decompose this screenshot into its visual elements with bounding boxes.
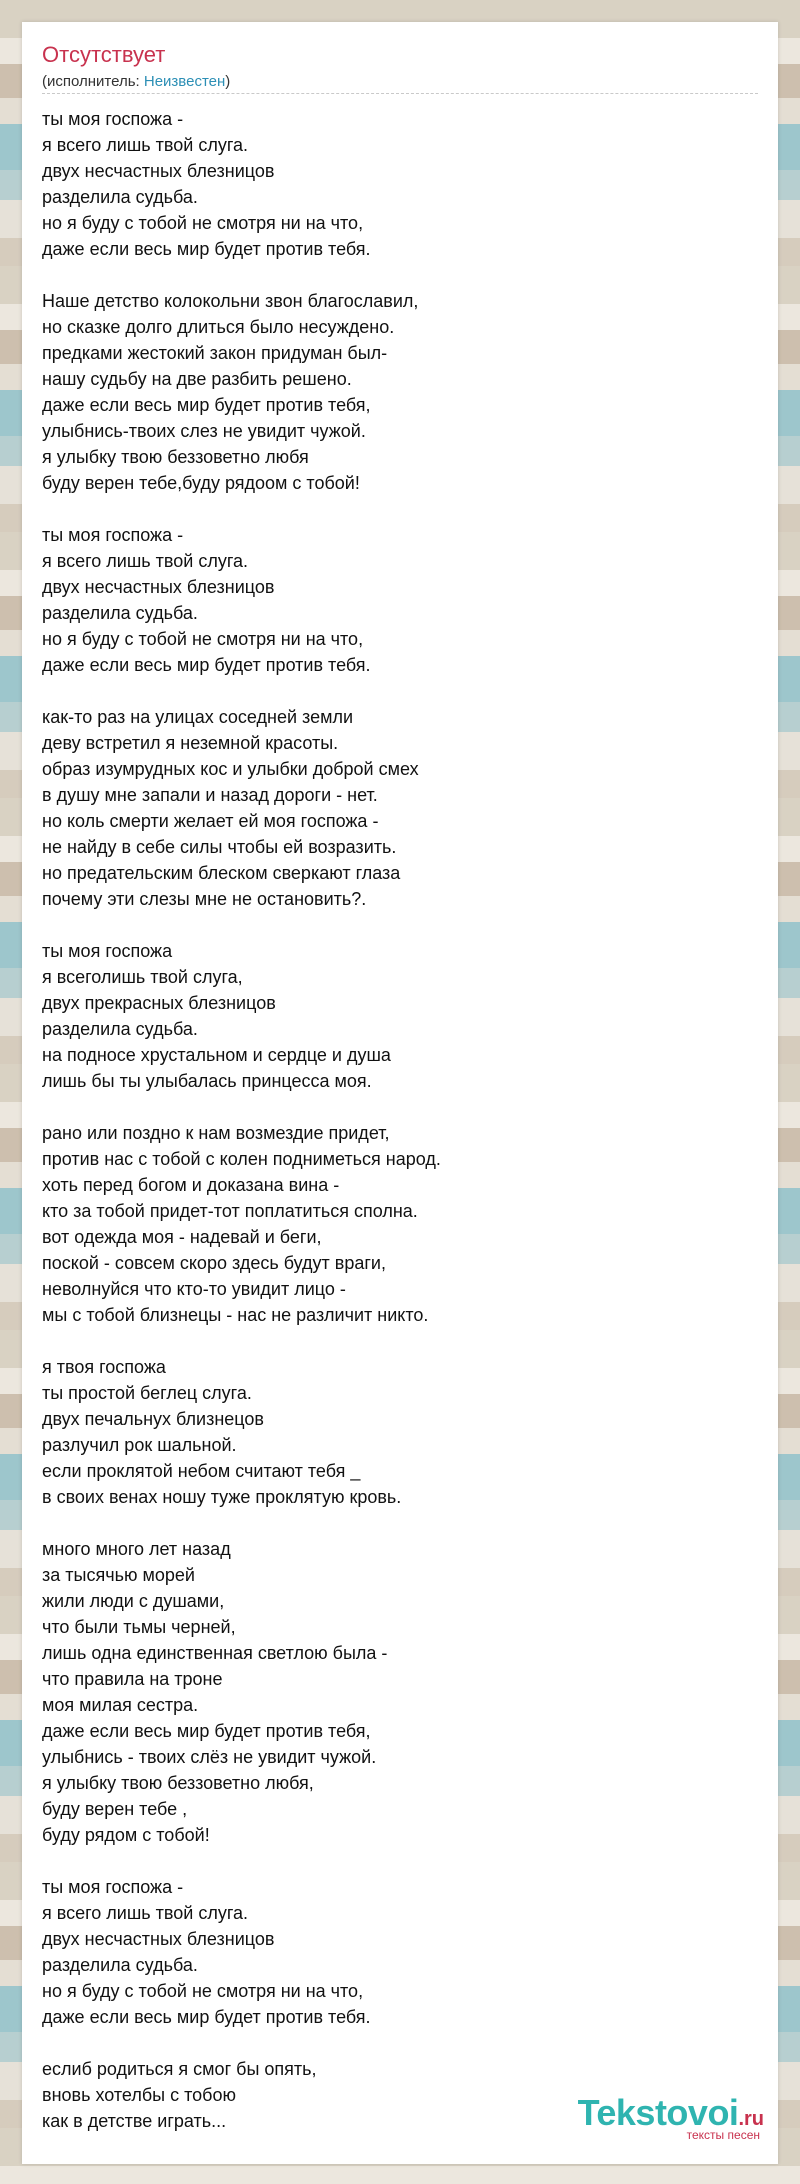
lyric-line: даже если весь мир будет против тебя,: [42, 395, 371, 415]
lyric-line: даже если весь мир будет против тебя.: [42, 2007, 371, 2027]
lyric-line: ты моя госпожа -: [42, 525, 184, 545]
lyric-line: я всеголишь твой слуга,: [42, 967, 243, 987]
lyric-line: почему эти слезы мне не остановить?.: [42, 889, 367, 909]
lyric-line: много много лет назад: [42, 1539, 231, 1559]
lyric-line: буду верен тебе ,: [42, 1799, 188, 1819]
lyric-line: хоть перед богом и доказана вина -: [42, 1175, 340, 1195]
lyric-line: ты моя госпожа -: [42, 109, 184, 129]
lyric-line: образ изумрудных кос и улыбки доброй смех: [42, 759, 419, 779]
lyric-line: но я буду с тобой не смотря ни на что,: [42, 629, 364, 649]
lyric-line: я всего лишь твой слуга.: [42, 135, 249, 155]
lyric-line: за тысячью морей: [42, 1565, 195, 1585]
lyric-line: в душу мне запали и назад дороги - нет.: [42, 785, 378, 805]
lyric-line: улыбнись - твоих слёз не увидит чужой.: [42, 1747, 377, 1767]
lyric-line: но сказке долго длиться было несуждено.: [42, 317, 395, 337]
lyric-line: разлучил рок шальной.: [42, 1435, 237, 1455]
lyric-line: двух несчастных блезницов: [42, 161, 275, 181]
lyric-line: но я буду с тобой не смотря ни на что,: [42, 213, 364, 233]
content-card: [22, 22, 778, 2164]
performer-line: [42, 73, 230, 90]
lyric-line: деву встретил я неземной красоты.: [42, 733, 339, 753]
lyric-line: разделила судьба.: [42, 1955, 198, 1975]
lyric-line: мы с тобой близнецы - нас не различит никто.: [42, 1305, 429, 1325]
performer-link[interactable]: Неизвестен: [143, 73, 226, 90]
lyric-line: лишь бы ты улыбалась принцесса моя.: [42, 1071, 372, 1091]
lyric-line: как в детстве играть...: [42, 2111, 227, 2131]
lyric-line: кто за тобой придет-тот поплатиться сполна.: [42, 1201, 418, 1221]
performer-prefix: (исполнитель:: [42, 73, 144, 90]
lyric-line: буду верен тебе,буду рядоом с тобой!: [42, 473, 360, 493]
lyrics-stanza: [42, 106, 758, 262]
lyric-line: против нас с тобой с колен подниметься народ.: [42, 1149, 441, 1169]
lyric-line: что были тьмы черней,: [42, 1617, 236, 1637]
lyrics-text: [42, 106, 758, 2160]
lyric-line: ты моя госпожа: [42, 941, 173, 961]
lyric-line: рано или поздно к нам возмездие придет,: [42, 1123, 390, 1143]
lyric-line: улыбнись-твоих слез не увидит чужой.: [42, 421, 366, 441]
logo-subtitle: тексты песен: [686, 2128, 760, 2142]
lyric-line: Наше детство колокольни звон благославил,: [42, 291, 419, 311]
lyric-line: моя милая сестра.: [42, 1695, 199, 1715]
lyric-line: разделила судьба.: [42, 603, 198, 623]
song-title: Отсутствует: [42, 42, 166, 67]
lyrics-stanza: [42, 1354, 758, 1510]
lyrics-stanza: [42, 1536, 758, 1848]
lyrics-stanza: [42, 1120, 758, 1328]
performer-suffix: ): [225, 73, 231, 90]
lyric-line: даже если весь мир будет против тебя,: [42, 1721, 371, 1741]
lyric-line: двух несчастных блезницов: [42, 1929, 275, 1949]
lyric-line: на подносе хрустальном и сердце и душа: [42, 1045, 391, 1065]
lyrics-stanza: [42, 522, 758, 678]
lyric-line: разделила судьба.: [42, 1019, 198, 1039]
lyric-line: предками жестокий закон придуман был-: [42, 343, 388, 363]
lyric-line: в своих венах ношу туже проклятую кровь.: [42, 1487, 402, 1507]
lyric-line: лишь одна единственная светлою была -: [42, 1643, 388, 1663]
lyric-line: но я буду с тобой не смотря ни на что,: [42, 1981, 364, 2001]
lyric-line: буду рядом с тобой!: [42, 1825, 210, 1845]
lyric-line: двух несчастных блезницов: [42, 577, 275, 597]
lyrics-stanza: [42, 1874, 758, 2030]
lyric-line: если проклятой небом считают тебя _: [42, 1461, 361, 1481]
lyric-line: ты моя госпожа -: [42, 1877, 184, 1897]
lyric-line: как-то раз на улицах соседней земли: [42, 707, 354, 727]
lyric-line: нашу судьбу на две разбить решено.: [42, 369, 352, 389]
lyrics-stanza: [42, 938, 758, 1094]
lyric-line: даже если весь мир будет против тебя.: [42, 239, 371, 259]
lyric-line: я всего лишь твой слуга.: [42, 1903, 249, 1923]
lyric-line: я всего лишь твой слуга.: [42, 551, 249, 571]
lyric-line: я улыбку твою беззоветно любя,: [42, 1773, 314, 1793]
lyric-line: но коль смерти желает ей моя госпожа -: [42, 811, 379, 831]
lyric-line: двух печальнух близнецов: [42, 1409, 264, 1429]
lyric-line: ты простой беглец слуга.: [42, 1383, 252, 1403]
lyric-line: я твоя госпожа: [42, 1357, 166, 1377]
lyric-line: неволнуйся что кто-то увидит лицо -: [42, 1279, 346, 1299]
lyric-line: двух прекрасных блезницов: [42, 993, 276, 1013]
lyric-line: разделила судьба.: [42, 187, 198, 207]
lyric-line: вновь хотелбы с тобою: [42, 2085, 236, 2105]
lyrics-stanza: [42, 288, 758, 496]
lyric-line: поской - совсем скоро здесь будут враги,: [42, 1253, 386, 1273]
logo-wordmark: Tekstovoi: [577, 2092, 739, 2133]
lyric-line: не найду в себе силы чтобы ей возразить.: [42, 837, 397, 857]
lyric-line: я улыбку твою беззоветно любя: [42, 447, 309, 467]
lyrics-stanza: [42, 704, 758, 912]
lyric-line: вот одежда моя - надевай и беги,: [42, 1227, 322, 1247]
lyric-line: еслиб родиться я смог бы опять,: [42, 2059, 317, 2079]
lyric-line: но предательским блеском сверкают глаза: [42, 863, 401, 883]
logo-domain: .ru: [738, 2108, 764, 2130]
lyric-line: что правила на троне: [42, 1669, 223, 1689]
lyric-line: даже если весь мир будет против тебя.: [42, 655, 371, 675]
lyric-line: жили люди с душами,: [42, 1591, 225, 1611]
site-logo[interactable]: [578, 2092, 764, 2142]
divider: [42, 93, 758, 94]
